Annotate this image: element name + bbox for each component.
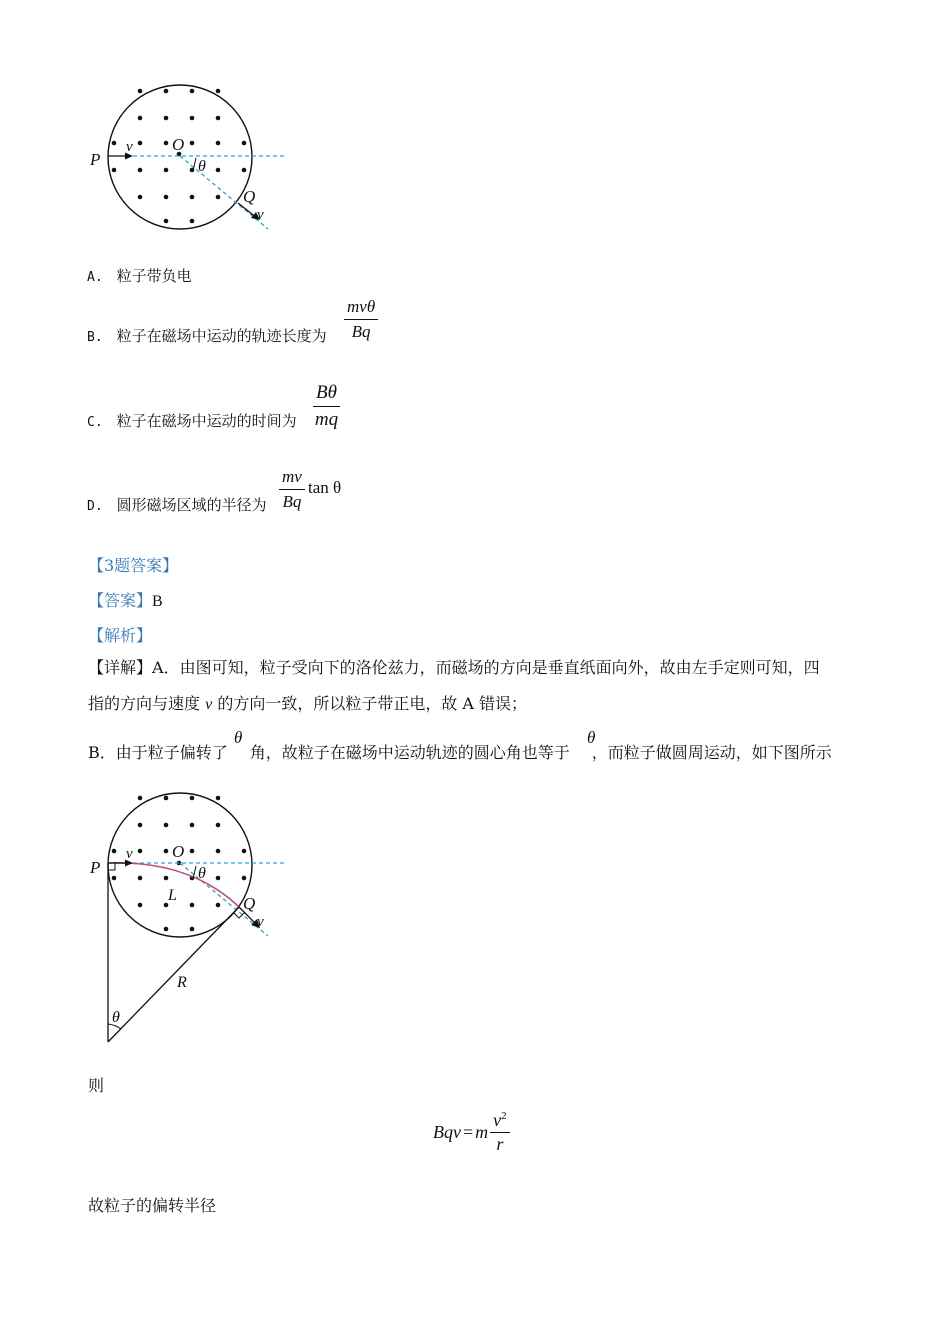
option-c-text: 粒子在磁场中运动的时间为 <box>116 412 297 430</box>
label-Q: Q <box>243 187 256 206</box>
label-Q-2: Q <box>243 894 256 913</box>
option-b-numerator: mvθ <box>344 297 378 320</box>
radius-R <box>108 907 239 1042</box>
label-P: P <box>90 150 101 169</box>
option-d-text: 圆形磁场区域的半径为 <box>116 496 267 514</box>
b-theta-1: θ <box>234 728 243 747</box>
label-theta-bottom: θ <box>112 1009 120 1026</box>
answer-value: B <box>152 593 163 610</box>
b-explanation-line <box>88 735 832 771</box>
option-c <box>87 411 297 433</box>
eq-num: v <box>493 1109 502 1130</box>
label-v-in: v <box>126 139 133 155</box>
answer-tag: 【答案】 <box>88 591 153 610</box>
b-text-1: B．由于粒子偏转了 <box>88 743 228 762</box>
option-d <box>87 495 267 517</box>
option-d-numerator: mv <box>279 467 305 490</box>
detail-var-v: v <box>205 696 213 713</box>
right-angle-P <box>108 863 115 870</box>
option-b-text: 粒子在磁场中运动的轨迹长度为 <box>116 327 327 345</box>
detail-line-2 <box>88 686 527 723</box>
eq-fraction <box>490 1110 510 1155</box>
answer-line <box>88 588 163 611</box>
eq-m: m <box>475 1121 489 1142</box>
equation <box>433 1105 510 1159</box>
b-text-2: 角，故粒子在磁场中运动轨迹的圆心角也等于 <box>249 743 570 762</box>
option-c-label: C. <box>87 415 103 430</box>
eq-sign: = <box>462 1121 474 1142</box>
eq-lhs: Bqv <box>433 1121 461 1142</box>
detail-text-1: A．由图可知，粒子受向下的洛伦兹力，而磁场的方向是垂直纸面向外，故由左手定则可知，四 <box>152 658 820 677</box>
detail-text-2a: 指的方向与速度 <box>88 694 201 713</box>
then-text: 则 <box>88 1076 105 1095</box>
option-c-denominator: mq <box>314 409 339 430</box>
label-P-2: P <box>90 858 101 877</box>
option-b-label: B. <box>87 330 103 345</box>
option-d-label: D. <box>87 499 103 514</box>
figure-magnetic-field-2 <box>80 780 310 1050</box>
label-R: R <box>177 974 187 991</box>
label-L: L <box>168 887 177 904</box>
label-theta: θ <box>198 158 206 175</box>
detail-text-2b: 的方向一致，所以粒子带正电，故 A 错误； <box>217 694 528 713</box>
answer-header: 【3题答案】 <box>88 556 179 575</box>
figure-magnetic-field-1 <box>80 75 310 245</box>
option-c-fraction <box>313 382 340 431</box>
eq-sup: 2 <box>501 1109 507 1122</box>
option-b <box>87 326 327 348</box>
option-d-suffix: tan θ <box>308 478 342 497</box>
option-a-label: A. <box>87 270 103 285</box>
label-O: O <box>172 135 185 154</box>
label-v-in-2: v <box>126 846 133 862</box>
label-v-out: v <box>257 207 264 223</box>
option-a-text: 粒子带负电 <box>116 267 192 285</box>
final-text: 故粒子的偏转半径 <box>88 1196 217 1215</box>
label-O-2: O <box>172 842 185 861</box>
option-b-denominator: Bq <box>351 322 371 341</box>
b-theta-2: θ <box>587 728 596 747</box>
option-d-denominator: Bq <box>282 492 302 511</box>
option-d-fraction <box>279 467 305 512</box>
b-text-3: ，而粒子做圆周运动，如下图所示 <box>591 743 832 762</box>
option-c-numerator: Bθ <box>313 382 340 407</box>
eq-den: r <box>496 1133 504 1154</box>
option-a <box>87 266 192 288</box>
option-b-fraction <box>344 297 378 342</box>
label-theta-top: θ <box>198 865 206 882</box>
detail-line-1 <box>88 650 878 686</box>
analysis-tag: 【解析】 <box>88 626 153 645</box>
label-v-out-2: v <box>257 914 264 930</box>
detail-tag: 【详解】 <box>88 658 153 677</box>
